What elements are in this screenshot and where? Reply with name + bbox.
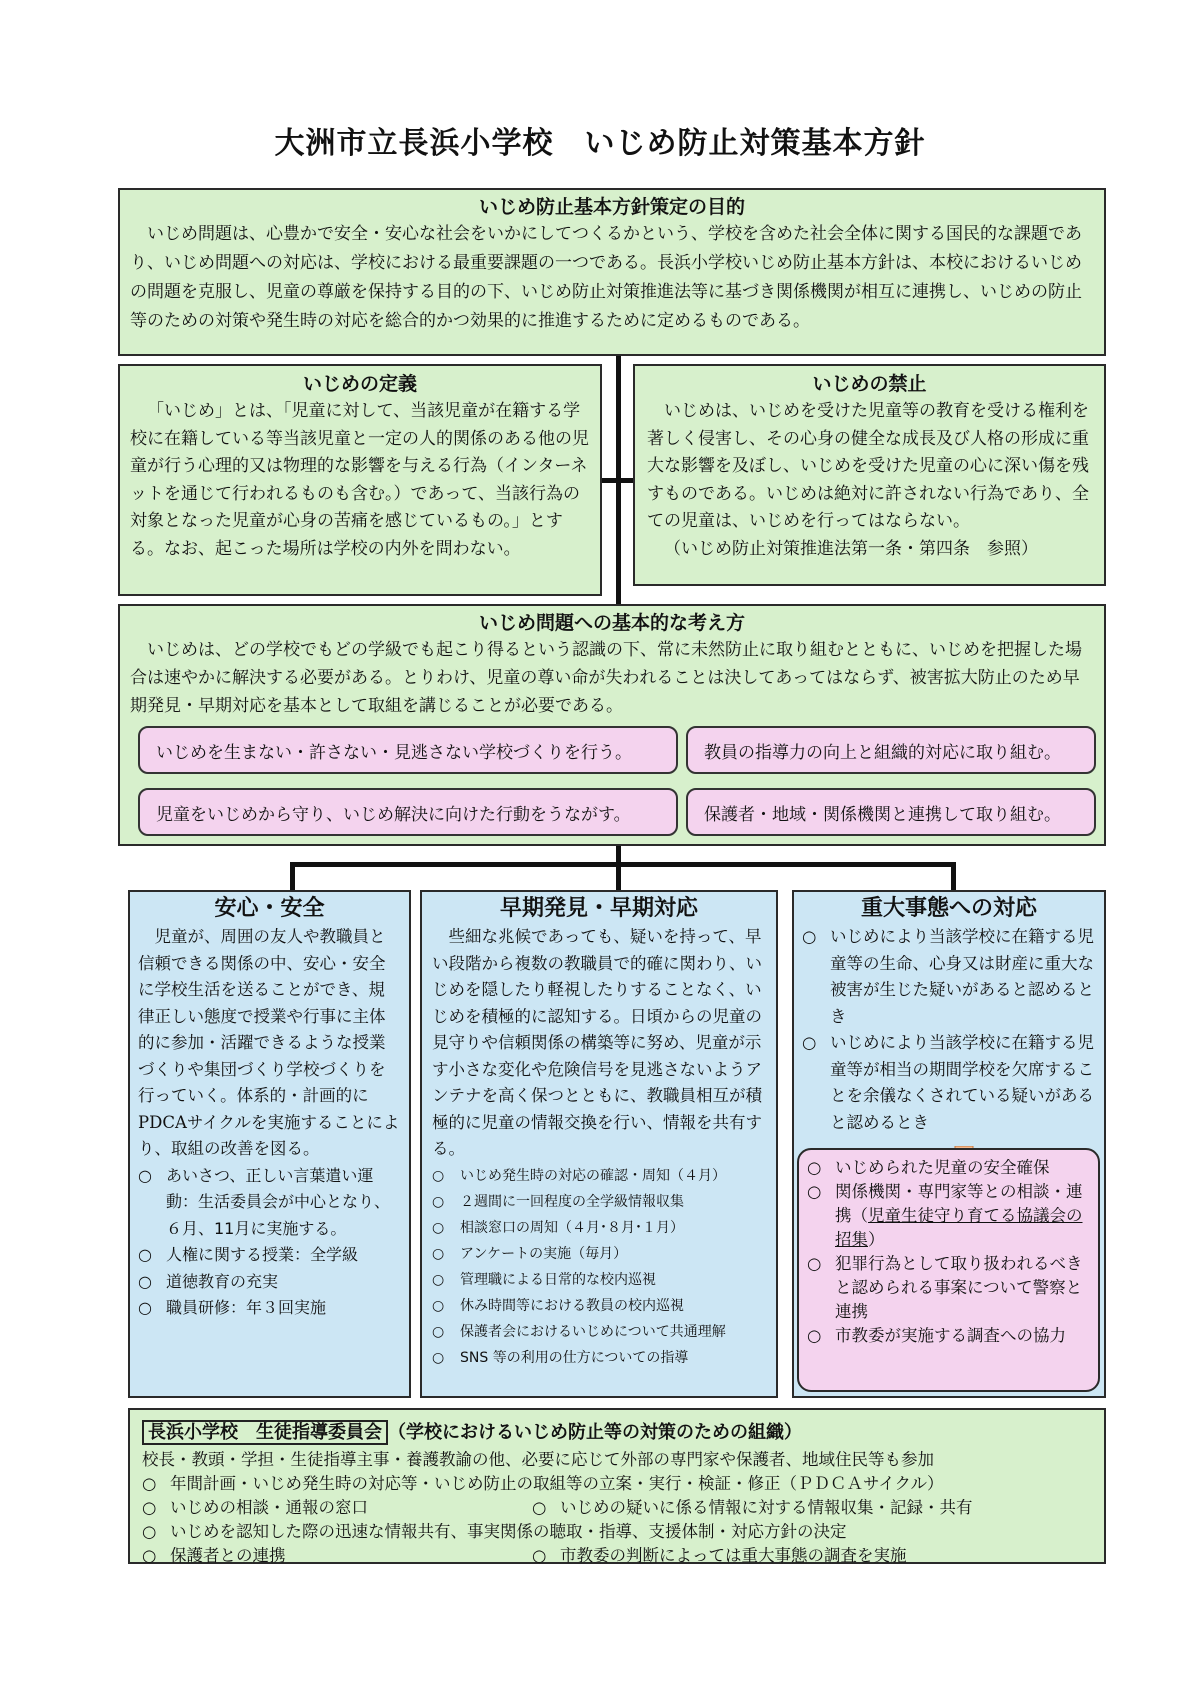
- goal-pill-1: いじめを生まない・許さない・見逃さない学校づくりを行う。: [138, 726, 678, 774]
- safety-box: [128, 890, 411, 1398]
- goal-pill-4: 保護者・地域・関係機関と連携して取り組む。: [686, 788, 1096, 836]
- prohibition-text: いじめは、いじめを受けた児童等の教育を受ける権利を著しく侵害し、その心身の健全な成長及び人格の形成に重大な影響を及ぼし、いじめを受けた児童の心に深い傷を残すものである。いじめは絶対に許されない行為であり、全ての児童は、いじめを行ってはならない。: [647, 401, 1089, 531]
- committee-members: 校長・教頭・学担・生徒指導主事・養護教諭の他、必要に応じて外部の専門家や保護者、地域住民等も参加: [142, 1450, 934, 1469]
- list-item: ○ ２週間に一回程度の全学級情報収集: [432, 1193, 684, 1210]
- definition-heading: いじめの定義: [302, 373, 417, 395]
- committee-subtitle: （学校におけるいじめ防止等の対策のための組織）: [388, 1422, 802, 1443]
- connector-right-stub: [618, 478, 634, 483]
- committee-row-3: ○ いじめを認知した際の迅速な情報共有、事実関係の聴取・指導、支援体制・対応方針の決定: [142, 1522, 847, 1541]
- early-box: [420, 890, 778, 1398]
- serious-actions: [807, 1156, 1090, 1348]
- prohibition-box: [633, 364, 1106, 586]
- early-heading: 早期発見・早期対応: [499, 896, 698, 921]
- goal-pill-2: 教員の指導力の向上と組織的対応に取り組む。: [686, 726, 1096, 774]
- connector-horizontal: [290, 862, 956, 867]
- list-item: ○ 管理職による日常的な校内巡視: [432, 1271, 656, 1288]
- connector-left-stub: [601, 478, 619, 483]
- list-item: ○ いじめ発生時の対応の確認・周知（４月）: [432, 1167, 726, 1184]
- approach-heading: いじめ問題への基本的な考え方: [478, 612, 745, 634]
- early-list: [432, 1163, 766, 1371]
- list-item: ○ 保護者会におけるいじめについて共通理解: [432, 1323, 726, 1340]
- serious-conditions: [802, 924, 1096, 1136]
- committee-row-1: ○ 年間計画・いじめ発生時の対応等・いじめ防止の取組等の立案・実行・検証・修正（ＰＤＣＡサイクル）: [142, 1474, 944, 1493]
- list-item: ○ いじめられた児童の安全確保: [807, 1158, 1050, 1177]
- prohibition-heading: いじめの禁止: [812, 373, 927, 395]
- connector-drop-center: [616, 862, 621, 890]
- page-title: 大洲市立長浜小学校 いじめ防止対策基本方針: [274, 126, 926, 161]
- list-item: ○ あいさつ、正しい言葉遣い運動：生活委員会が中心となり、６月、11月に実施する。: [138, 1165, 391, 1238]
- purpose-box: [118, 188, 1106, 356]
- list-item: ○ 相談窓口の周知（４月･８月･１月）: [432, 1219, 684, 1236]
- list-item: ○ 道徳教育の充実: [138, 1271, 279, 1291]
- definition-text: 「いじめ」とは、「児童に対して、当該児童が在籍する学校に在籍している等当該児童と一定の人的関係のある他の児童が行う心理的又は物理的な影響を与える行為（インターネットを通じて行われるものも含む。）であって、当該行為の対象となった児童が心身の苦痛を感じているもの。」とする。なお、起こった場所は学校の内外を問わない。: [130, 401, 589, 559]
- council-link-text: 児童生徒守り育てる協議会の招集: [835, 1206, 1083, 1249]
- goal-pill-3: 児童をいじめから守り、いじめ解決に向けた行動をうながす。: [138, 788, 678, 836]
- safety-heading: 安心・安全: [214, 896, 325, 921]
- committee-box: [128, 1408, 1106, 1564]
- list-item: ○ いじめにより当該学校に在籍する児童等の生命、心身又は財産に重大な被害が生じた疑いがあると認めるとき: [802, 927, 1094, 1026]
- connector-drop-left: [290, 862, 295, 890]
- prohibition-reference: （いじめ防止対策推進法第一条・第四条 参照）: [664, 538, 1038, 559]
- serious-heading: 重大事態への対応: [860, 896, 1037, 921]
- list-item: ○ 職員研修：年３回実施: [138, 1298, 327, 1317]
- definition-box: [118, 364, 602, 596]
- committee-name: 長浜小学校 生徒指導委員会: [142, 1420, 388, 1445]
- committee-row-2: ○ いじめの相談・通報の窓口 ○ いじめの疑いに係る情報に対する情報収集・記録・共有: [142, 1498, 973, 1517]
- committee-row-4: ○ 保護者との連携 ○ 市教委の判断によっては重大事態の調査を実施: [142, 1546, 907, 1565]
- safety-list: [138, 1163, 401, 1322]
- committee-title-row: [142, 1418, 1092, 1448]
- approach-text: いじめは、どの学校でもどの学級でも起こり得るという認識の下、常に未然防止に取り組むとともに、いじめを把握した場合は速やかに解決する必要がある。とりわけ、児童の尊い命が失われることは決してあってはならず、被害拡大防止のため早期発見・早期対応を基本として取組を講じることが必要である。: [130, 640, 1082, 716]
- list-item: ○ 休み時間等における教員の校内巡視: [432, 1297, 684, 1314]
- connector-drop-right: [951, 862, 956, 890]
- early-text: 些細な兆候であっても、疑いを持って、早い段階から複数の教職員で的確に関わり、いじめを隠したり軽視したりすることなく、いじめを積極的に認知する。日頃からの児童の見守りや信頼関係の構築等に努め、児童が示す小さな変化や危険信号を見逃さないようアンテナを高く保つとともに、教職員相互が積極的に児童の情報交換を行い、情報を共有する。: [432, 927, 762, 1158]
- purpose-text: いじめ問題は、心豊かで安全・安心な社会をいかにしてつくるかという、学校を含めた社会全体に関する国民的な課題であり、いじめ問題への対応は、学校における最重要課題の一つである。長浜小学校いじめ防止基本方針は、本校におけるいじめの問題を克服し、児童の尊厳を保持する目的の下、いじめ防止対策推進法等に基づき関係機関が相互に連携し、いじめの防止等のための対策や発生時の対応を総合的かつ効果的に推進するために定めるものである。: [130, 224, 1082, 331]
- list-item: ○ 人権に関する授業：全学級: [138, 1245, 359, 1264]
- list-item: ○ いじめにより当該学校に在籍する児童等が相当の期間学校を欠席することを余儀なくされている疑いがあると認めるとき: [802, 1033, 1094, 1132]
- list-item: ○ 市教委が実施する調査への協力: [807, 1326, 1066, 1345]
- safety-text: 児童が、周囲の友人や教職員と信頼できる関係の中、安心・安全に学校生活を送ることができ、規律正しい態度で授業や行事に主体的に参加・活躍できるような授業づくりや集団づくり学校づくりを行っていく。体系的・計画的にPDCAサイクルを実施することにより、取組の改善を図る。: [138, 927, 400, 1158]
- list-item: ○ SNS 等の利用の仕方についての指導: [432, 1349, 689, 1366]
- purpose-heading: いじめ防止基本方針策定の目的: [478, 196, 745, 218]
- list-item: ○ 犯罪行為として取り扱われるべきと認められる事案について警察と連携: [807, 1254, 1083, 1321]
- serious-actions-box: [797, 1148, 1100, 1392]
- list-item: ○ アンケートの実施（毎月）: [432, 1245, 628, 1262]
- list-item: ○ 関係機関・専門家等との相談・連携（児童生徒守り育てる協議会の招集）: [807, 1182, 1083, 1249]
